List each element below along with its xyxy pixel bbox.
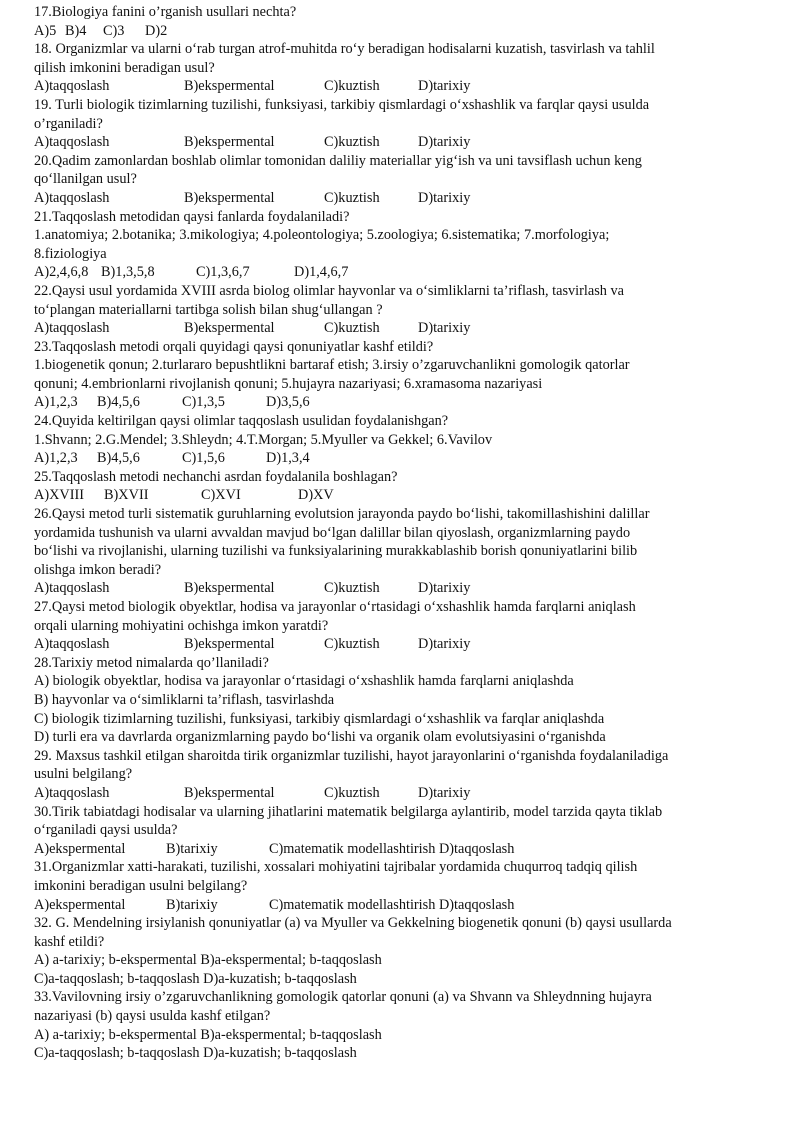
question-text-line: o’rganiladi? (34, 115, 103, 132)
answer-option[interactable]: C)1,3,6,7 (196, 264, 250, 281)
answer-option[interactable]: A)taqqoslash (34, 189, 110, 206)
answer-option[interactable]: B)ekspermental (184, 189, 275, 206)
answer-option[interactable]: C)1,3,5 (182, 394, 225, 411)
answer-option[interactable]: A)taqqoslash (34, 320, 110, 337)
question-23 (34, 338, 780, 412)
question-text-line: 1.anatomiya; 2.botanika; 3.mikologiya; 4.poleontologiya; 5.zoologiya; 6.sistematika; 7.morfologiya; (34, 227, 610, 244)
answer-option[interactable]: D)tarixiy (418, 78, 471, 95)
answer-option[interactable]: B)4,5,6 (97, 450, 140, 467)
answer-option[interactable]: C)kuztish (324, 134, 380, 151)
question-text: 25.Taqqoslash metodi nechanchi asrdan foydalanila boshlagan? (34, 468, 398, 485)
answer-option[interactable]: A)XVIII (34, 487, 85, 504)
answer-option[interactable]: A)2,4,6,8 (34, 264, 89, 281)
question-text-line: 1.Shvann; 2.G.Mendel; 3.Shleydn; 4.T.Morgan; 5.Myuller va Gekkel; 6.Vavilov (34, 431, 493, 448)
question-text-line: C) biologik tizimlarning tuzilishi, funksiyasi, tarkibiy qismlardagi o‘xshashlik va farqlar aniqlashda (34, 710, 605, 727)
answer-option[interactable]: A)ekspermental (34, 840, 126, 857)
answer-options (34, 840, 780, 859)
answer-option[interactable]: A)5 (34, 22, 57, 39)
question-text: 21.Taqqoslash metodidan qaysi fanlarda foydalaniladi? (34, 208, 350, 225)
question-17 (34, 3, 780, 40)
question-text-line: o‘rganiladi qaysi usulda? (34, 822, 178, 839)
question-31 (34, 858, 780, 914)
answer-option[interactable]: D)2 (145, 22, 168, 39)
question-24 (34, 412, 780, 468)
question-text-line: A) a-tarixiy; b-ekspermental B)a-ekspermental; b-taqqoslash (34, 952, 382, 969)
question-text: 19. Turli biologik tizimlarning tuzilishi, funksiyasi, tarkibiy qismlardagi o‘xshashlik va farqlar qaysi usulda (34, 96, 650, 113)
answer-option[interactable]: C)kuztish (324, 636, 380, 653)
answer-options (34, 133, 780, 152)
answer-options (34, 263, 780, 282)
answer-option[interactable]: B)tarixiy (166, 840, 218, 857)
question-text-line: A) a-tarixiy; b-ekspermental B)a-ekspermental; b-taqqoslash (34, 1026, 382, 1043)
question-text-line: C)a-taqqoslash; b-taqqoslash D)a-kuzatish; b-taqqoslash (34, 1045, 357, 1062)
answer-option[interactable]: B)tarixiy (166, 896, 218, 913)
answer-option[interactable]: B)1,3,5,8 (101, 264, 155, 281)
answer-option[interactable]: C)matematik modellashtirish D)taqqoslash (269, 896, 515, 913)
answer-option[interactable]: C)matematik modellashtirish D)taqqoslash (269, 840, 515, 857)
answer-option[interactable]: B)4,5,6 (97, 394, 140, 411)
question-text: 26.Qaysi metod turli sistematik guruhlarning evolutsion jarayonda paydo bo‘lishi, takomillashishini dalillar (34, 506, 650, 523)
answer-option[interactable]: C)kuztish (324, 78, 380, 95)
question-text: 17.Biologiya fanini o’rganish usullari nechta? (34, 4, 297, 20)
question-text-line: 8.fiziologiya (34, 245, 107, 262)
answer-option[interactable]: A)taqqoslash (34, 78, 110, 95)
question-29 (34, 747, 780, 803)
answer-option[interactable]: B)ekspermental (184, 320, 275, 337)
question-text: 30.Tirik tabiatdagi hodisalar va ularning jihatlarini matematik belgilarga aylantirib, model tarzida qayta tiklab (34, 803, 663, 820)
question-text: 32. G. Mendelning irsiylanish qonuniyatlar (a) va Myuller va Gekkelning biogenetik qonuni (b) qaysi usullarda (34, 915, 672, 932)
answer-option[interactable]: D)3,5,6 (266, 394, 310, 411)
answer-options (34, 635, 780, 654)
question-text: 28.Tarixiy metod nimalarda qo’llaniladi? (34, 654, 269, 671)
answer-options (34, 896, 780, 915)
answer-option[interactable]: B)ekspermental (184, 580, 275, 597)
answer-option[interactable]: B)ekspermental (184, 784, 275, 801)
answer-option[interactable]: D)tarixiy (418, 784, 471, 801)
question-32 (34, 914, 780, 988)
question-text-line: 1.biogenetik qonun; 2.turlararo bepushtlikni bartaraf etish; 3.irsiy o’zgaruvchanlikni gomologik qatorlar (34, 357, 630, 374)
question-text: 27.Qaysi metod biologik obyektlar, hodisa va jarayonlar o‘rtasidagi o‘xshashlik hamda farqlarni aniqlash (34, 599, 636, 615)
answer-options (34, 486, 780, 505)
answer-option[interactable]: A)ekspermental (34, 896, 126, 913)
question-text-line: qonuni; 4.embrionlarni rivojlanish qonuni; 5.hujayra nazariyasi; 6.xramasoma nazariyasi (34, 375, 543, 392)
question-text-line: D) turli era va davrlarda organizmlarning paydo bo‘lishi va organik olam evolutsiyasini o‘rganishda (34, 729, 606, 746)
question-33 (34, 988, 780, 1062)
answer-option[interactable]: B)4 (65, 22, 87, 39)
question-text: 23.Taqqoslash metodi orqali quyidagi qaysi qonuniyatlar kashf etildi? (34, 338, 434, 355)
answer-option[interactable]: C)kuztish (324, 189, 380, 206)
question-text-line: qo‘llanilgan usul? (34, 171, 137, 188)
answer-options (34, 449, 780, 468)
answer-options (34, 22, 780, 41)
question-21 (34, 208, 780, 282)
question-text-line: nazariyasi (b) qaysi usulda kashf etilgan? (34, 1008, 271, 1025)
answer-option[interactable]: D)tarixiy (418, 636, 471, 653)
answer-option[interactable]: D)tarixiy (418, 134, 471, 151)
answer-option[interactable]: C)kuztish (324, 320, 380, 337)
question-text-line: bo‘lishi va rivojlanishi, ularning tuzilishi va funksiyalarining murakkablashib borish qonuniyatlarini bilib (34, 543, 638, 560)
answer-option[interactable]: A)taqqoslash (34, 636, 110, 653)
question-text-line: olishga imkon beradi? (34, 561, 162, 578)
answer-option[interactable]: A)1,2,3 (34, 450, 78, 467)
question-22 (34, 282, 780, 338)
question-text-line: B) hayvonlar va o‘simliklarni ta’riflash, tasvirlashda (34, 691, 335, 708)
question-30 (34, 803, 780, 859)
question-text: 18. Organizmlar va ularni o‘rab turgan atrof-muhitda ro‘y beradigan hodisalarni kuzatish, tasvirlash va tahlil (34, 41, 655, 58)
answer-option[interactable]: B)ekspermental (184, 134, 275, 151)
answer-option[interactable]: C)kuztish (324, 580, 380, 597)
answer-options (34, 784, 780, 803)
question-28 (34, 654, 780, 747)
answer-options (34, 77, 780, 96)
answer-options (34, 319, 780, 338)
question-text: 22.Qaysi usul yordamida XVIII asrda biolog olimlar hayvonlar va o‘simliklarni ta’riflash, tasvirlash va (34, 282, 624, 299)
answer-option[interactable]: D)1,3,4 (266, 450, 310, 467)
question-text-line: imkonini beradigan usulni belgilang? (34, 877, 248, 894)
question-20 (34, 152, 780, 208)
answer-option[interactable]: A)taqqoslash (34, 134, 110, 151)
question-26 (34, 505, 780, 598)
answer-option[interactable]: B)XVII (104, 487, 149, 504)
answer-option[interactable]: D)tarixiy (418, 320, 471, 337)
answer-option[interactable]: D)tarixiy (418, 580, 471, 597)
question-text-line: C)a-taqqoslash; b-taqqoslash D)a-kuzatish; b-taqqoslash (34, 970, 357, 987)
answer-options (34, 189, 780, 208)
question-text: 20.Qadim zamonlardan boshlab olimlar tomonidan daliliy materiallar yig‘ish va uni tavsiflash uchun keng (34, 152, 642, 169)
question-text-line: qilish imkonini beradigan usul? (34, 59, 215, 76)
question-19 (34, 96, 780, 152)
question-text-line: usulni belgilang? (34, 766, 133, 783)
question-text-line: A) biologik obyektlar, hodisa va jarayonlar o‘rtasidagi o‘xshashlik hamda farqlarni aniqlashda (34, 673, 574, 690)
answer-options (34, 393, 780, 412)
answer-option[interactable]: C)XVI (201, 487, 241, 504)
answer-options (34, 579, 780, 598)
answer-option[interactable]: C)1,5,6 (182, 450, 225, 467)
question-text-line: orqali ularning mohiyatini ochishga imkon yaratdi? (34, 617, 329, 634)
question-18 (34, 40, 780, 96)
answer-option[interactable]: A)taqqoslash (34, 580, 110, 597)
question-text: 33.Vavilovning irsiy o’zgaruvchanlikning gomologik qatorlar qonuni (a) va Shvann va Shleydnning hujayra (34, 989, 652, 1006)
question-text: 24.Quyida keltirilgan qaysi olimlar taqqoslash usulidan foydalanishgan? (34, 413, 449, 430)
answer-option[interactable]: D)1,4,6,7 (294, 264, 349, 281)
answer-option[interactable]: C)3 (103, 22, 125, 39)
question-text: 31.Organizmlar xatti-harakati, tuzilishi, xossalari mohiyatini tajribalar yordamida chuqurroq tadqiq qilish (34, 859, 638, 876)
answer-option[interactable]: B)ekspermental (184, 636, 275, 653)
question-25 (34, 468, 780, 505)
question-text-line: to‘plangan materiallarni tartibga solish bilan shug‘ullangan ? (34, 301, 383, 318)
answer-option[interactable]: D)XV (298, 487, 334, 504)
answer-option[interactable]: D)tarixiy (418, 189, 471, 206)
answer-option[interactable]: A)1,2,3 (34, 394, 78, 411)
question-text-line: kashf etildi? (34, 933, 105, 950)
question-27 (34, 598, 780, 654)
answer-option[interactable]: B)ekspermental (184, 78, 275, 95)
question-text: 29. Maxsus tashkil etilgan sharoitda tirik organizmlar tuzilishi, hayot jarayonlarini o‘rganishda foydalaniladiga (34, 747, 669, 764)
question-text-line: yordamida tushunish va ularni avvaldan mavjud bo‘lgan dalillar bilan qiyoslash, organizmlarning paydo (34, 524, 631, 541)
answer-option[interactable]: A)taqqoslash (34, 784, 110, 801)
answer-option[interactable]: C)kuztish (324, 784, 380, 801)
